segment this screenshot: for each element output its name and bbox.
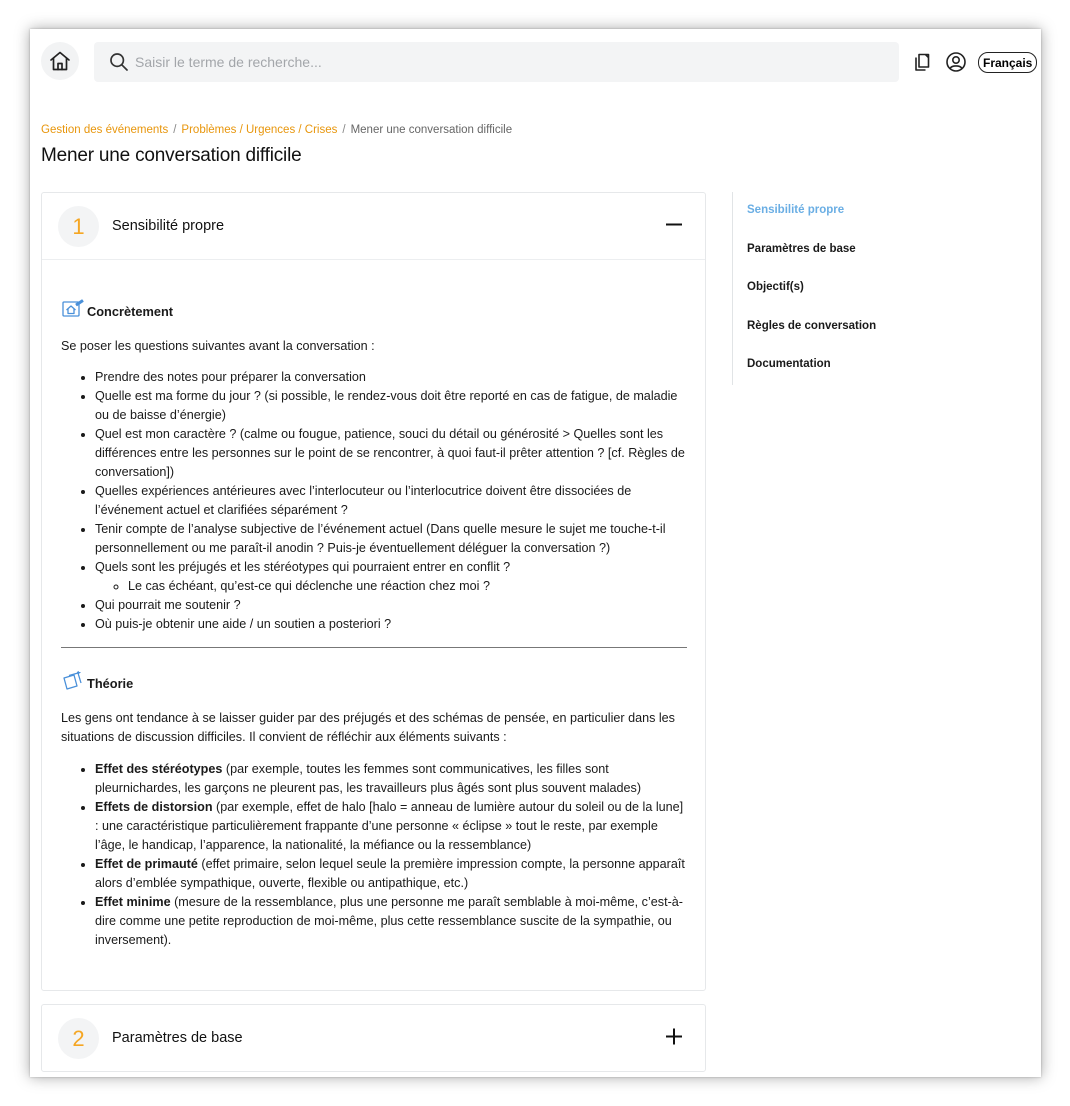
user-account-icon[interactable] <box>945 51 967 73</box>
list-item-term: Effets de distorsion <box>95 800 213 814</box>
list-item-text: (effet primaire, selon lequel seule la première impression compte, la personne apparaît alors d’emblée sympathique, ouverte, flexible ou antipathique, etc.) <box>95 857 685 890</box>
section-title: Paramètres de base <box>112 1030 243 1046</box>
section-number: 1 <box>58 206 99 247</box>
top-bar <box>30 29 1041 97</box>
breadcrumb <box>41 124 512 136</box>
breadcrumb-link-problems[interactable]: Problèmes / Urgences / Crises <box>181 124 338 136</box>
app-window <box>30 29 1041 1077</box>
section-number: 2 <box>58 1018 99 1059</box>
toc-item-parametres-de-base[interactable]: Paramètres de base <box>747 243 856 255</box>
breadcrumb-link-event-management[interactable]: Gestion des événements <box>41 124 169 136</box>
concretely-intro: Se poser les questions suivantes avant la conversation : <box>61 339 375 353</box>
language-button[interactable]: Français <box>978 52 1037 73</box>
breadcrumb-current: Mener une conversation difficile <box>350 124 513 136</box>
theory-block <box>61 668 687 950</box>
notes-icon <box>61 670 85 692</box>
page-title: Mener une conversation difficile <box>41 145 302 166</box>
section-header[interactable] <box>42 193 705 260</box>
section-sensibilite-propre <box>41 192 706 991</box>
list-item <box>95 893 687 950</box>
section-parametres-de-base <box>41 1004 706 1072</box>
list-item: • Où puis-je obtenir une aide / un soutien a posteriori ? <box>95 615 687 634</box>
section-title: Sensibilité propre <box>112 218 225 234</box>
search-bar[interactable] <box>94 42 899 82</box>
search-input[interactable] <box>135 47 875 77</box>
nested-list-item: ◦ Le cas échéant, qu’est-ce qui déclenche une réaction chez moi ? <box>128 577 687 596</box>
minus-icon[interactable] <box>663 213 685 235</box>
list-item <box>95 855 687 893</box>
search-icon <box>109 52 129 72</box>
home-button[interactable] <box>41 42 79 80</box>
concretely-title: Concrètement <box>87 304 174 319</box>
list-item-text: (par exemple, effet de halo [halo = anneau de lumière autour du soleil ou de la lune] : une caractéristique particulièrement frappante d’une personne « éclipse » tout le reste, par exemple l’âge, le handicap, l’apparence, la nationalité, la méfiance ou la ressemblance) <box>95 800 684 852</box>
list-item: • Qui pourrait me soutenir ? <box>95 596 687 615</box>
list-item: • Quel est mon caractère ? (calme ou fougue, patience, souci du détail ou générosité > Quelles sont les différences entre les personnes sur le point de se rencontrer, à quoi faut-il prêter attention ? [cf. Règles de conversation]) <box>95 425 687 482</box>
list-item-text: (mesure de la ressemblance, plus une personne me paraît semblable à moi-même, c’est-à-dire comme une petite reproduction de moi-même, plus cette ressemblance suscite de la sympathie, ou inversement). <box>95 895 683 947</box>
list-item <box>95 798 687 855</box>
list-item-term: Effet des stéréotypes <box>95 762 223 776</box>
theory-intro: Les gens ont tendance à se laisser guider par des préjugés et des schémas de pensée, en particulier dans les situations de discussion difficiles. Il convient de réfléchir aux éléments suivants : <box>61 711 675 744</box>
list-item: • Quelles expériences antérieures avec l’interlocuteur ou l’interlocutrice doivent être dissociées de l’événement actuel et clarifiées séparément ? <box>95 482 687 520</box>
content-divider <box>61 647 687 648</box>
toc-item-documentation[interactable]: Documentation <box>747 358 831 370</box>
list-item-text: (par exemple, toutes les femmes sont communicatives, les filles sont pleurnichardes, les garçons ne pleurent pas, les travailleurs plus âgés sont plus souvent malades) <box>95 762 642 795</box>
concretely-heading <box>61 296 687 320</box>
list-item <box>95 760 687 798</box>
list-item <box>95 558 687 596</box>
plus-icon[interactable] <box>663 1025 685 1047</box>
list-item-term: Effet minime <box>95 895 171 909</box>
toc-item-objectifs[interactable]: Objectif(s) <box>747 281 804 293</box>
theory-list <box>61 760 687 950</box>
list-item: • Quelle est ma forme du jour ? (si possible, le rendez-vous doit être reporté en cas de fatigue, de maladie ou de baisse d’énergie) <box>95 387 687 425</box>
home-icon <box>48 49 72 73</box>
section-content <box>61 296 687 950</box>
list-item: • Prendre des notes pour préparer la conversation <box>95 368 687 387</box>
theory-heading <box>61 668 687 692</box>
toc-item-sensibilite-propre[interactable]: Sensibilité propre <box>747 204 845 216</box>
section-header[interactable] <box>42 1005 705 1072</box>
list-item: • Tenir compte de l’analyse subjective de l’événement actuel (Dans quelle mesure le sujet me touche-t-il personnellement ou me paraît-il anodin ? Puis-je éventuellement déléguer la conversation ?) <box>95 520 687 558</box>
theory-title: Théorie <box>87 676 134 691</box>
copy-documents-icon[interactable] <box>912 51 934 73</box>
table-of-contents <box>732 192 952 385</box>
list-item-text: Quels sont les préjugés et les stéréotypes qui pourraient entrer en conflit ? <box>95 560 511 574</box>
breadcrumb-separator: / <box>173 124 177 136</box>
list-item-term: Effet de primauté <box>95 857 198 871</box>
toc-item-regles-de-conversation[interactable]: Règles de conversation <box>747 320 877 332</box>
breadcrumb-separator: / <box>342 124 346 136</box>
concretely-list <box>61 368 687 634</box>
nested-list <box>95 577 687 596</box>
house-document-icon <box>61 298 85 320</box>
